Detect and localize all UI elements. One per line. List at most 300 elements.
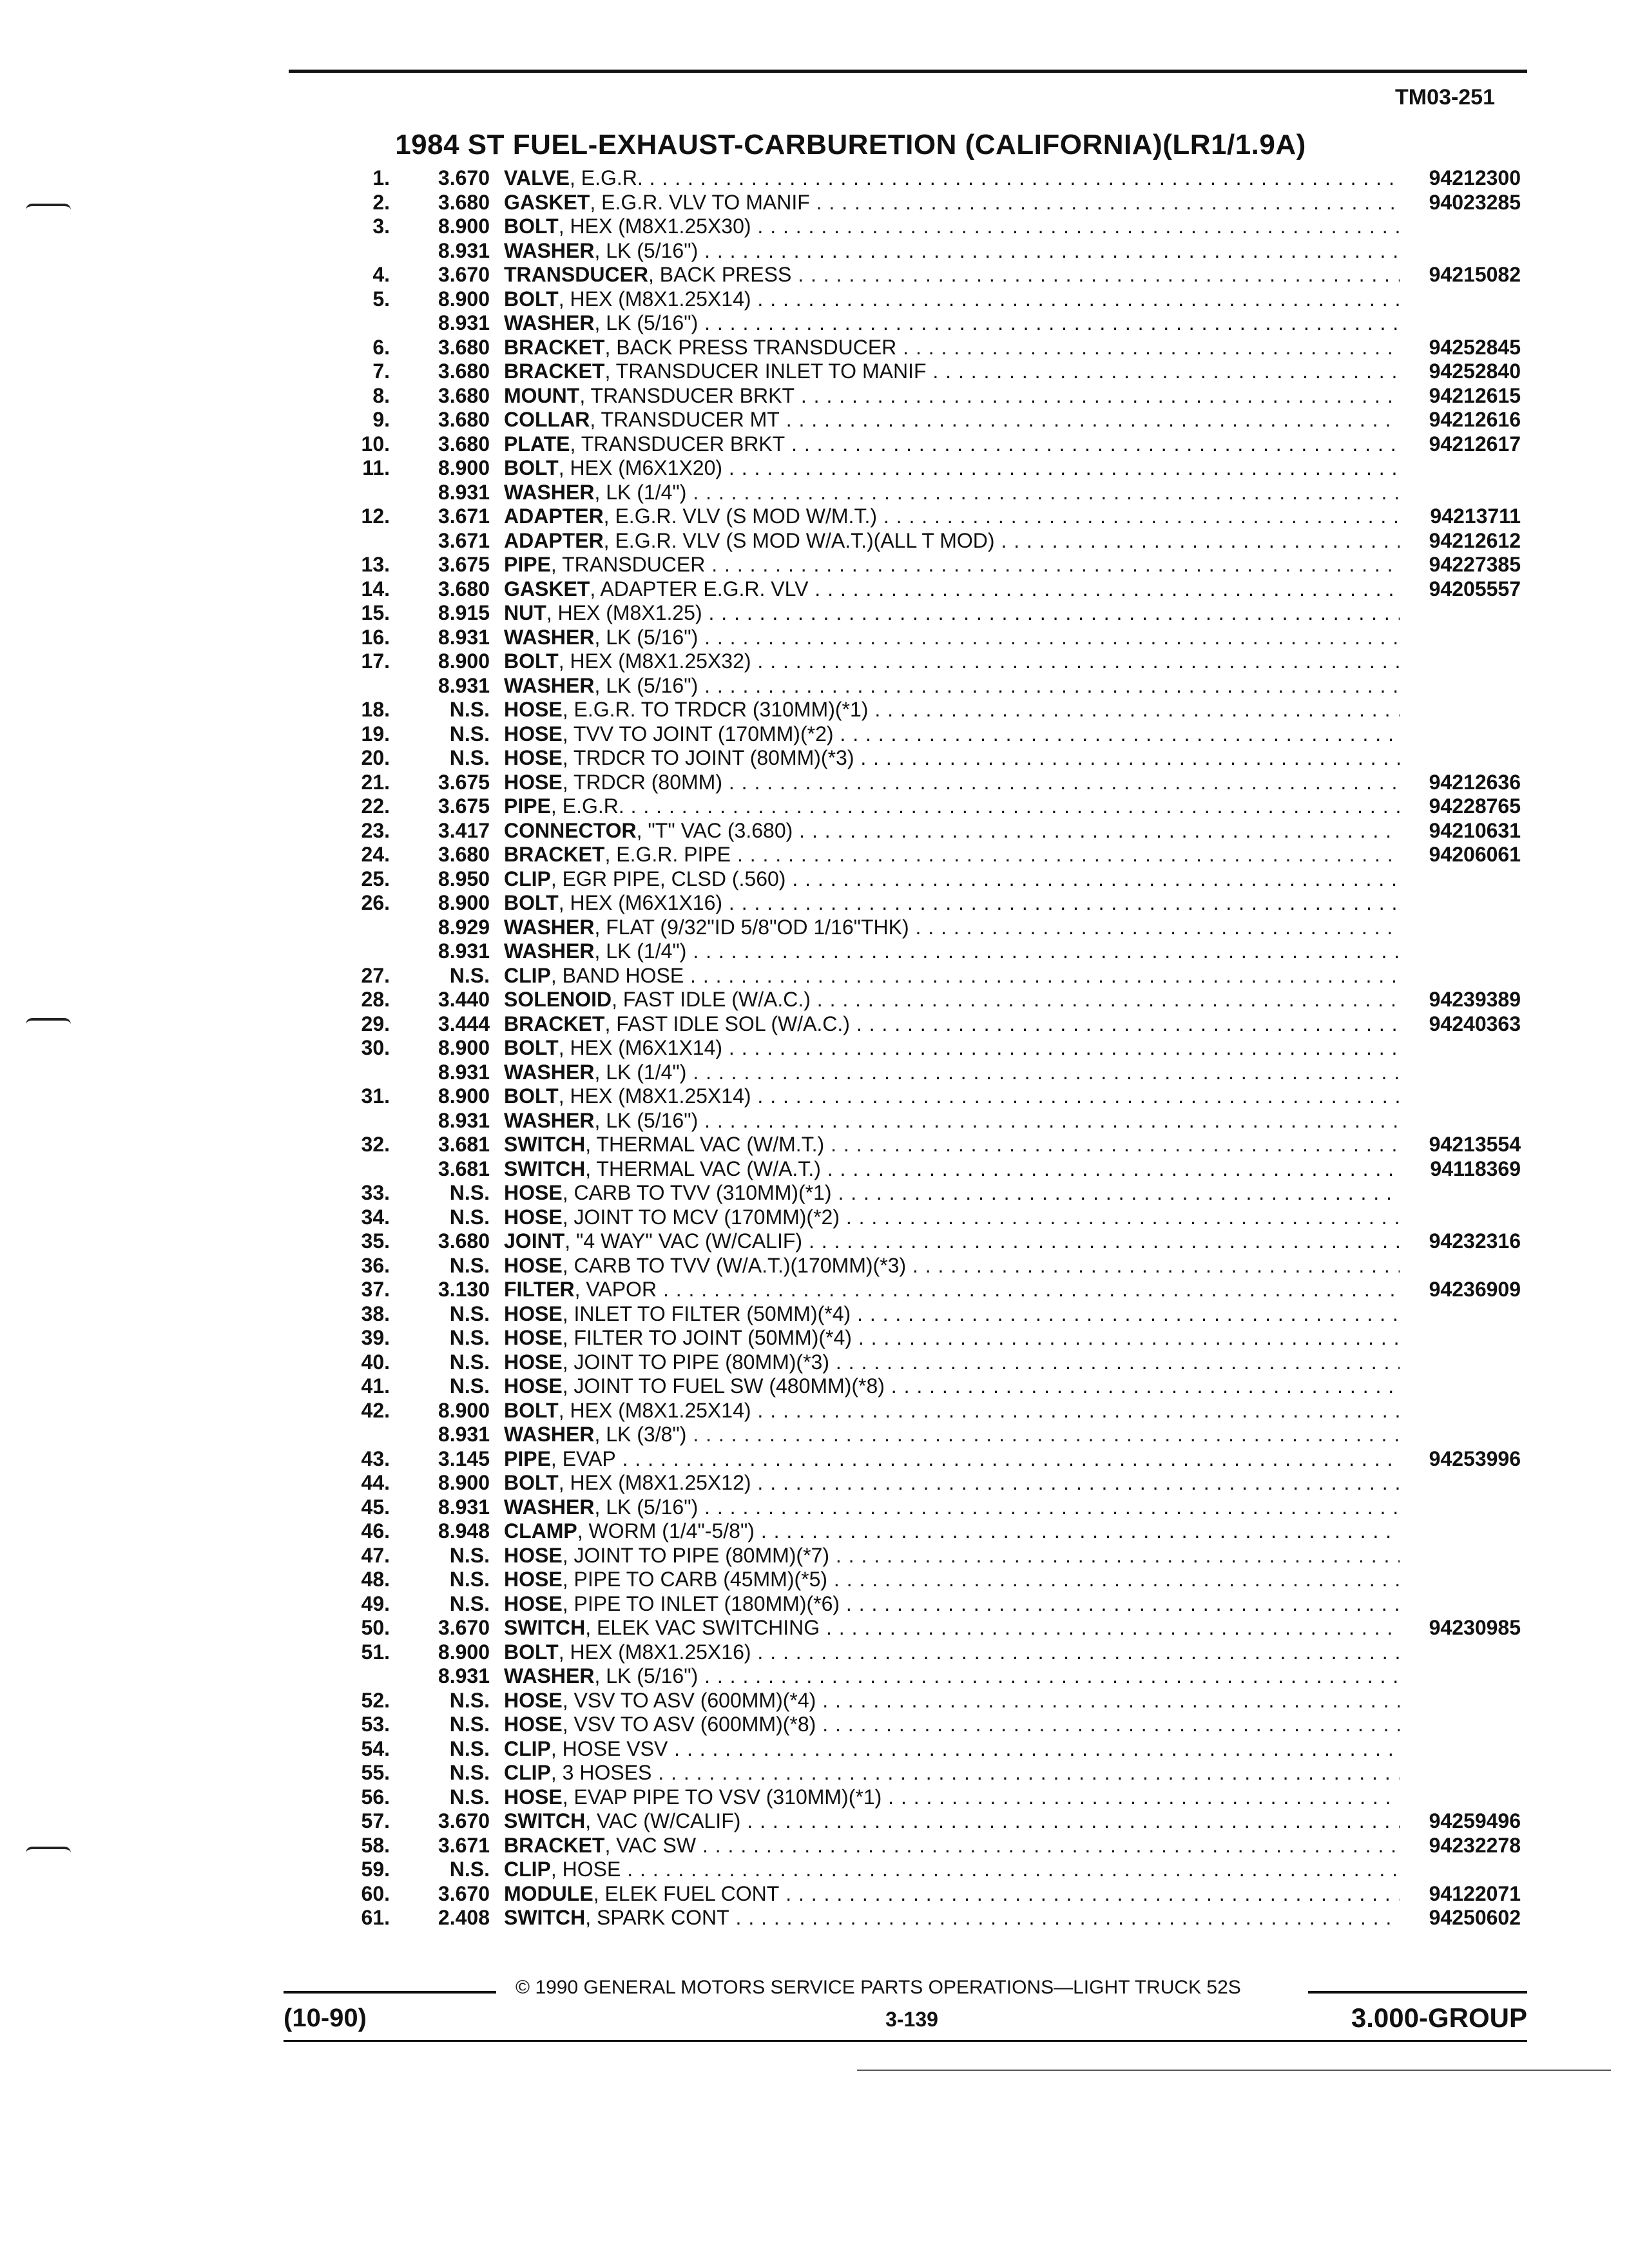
- part-detail: , HEX (M8X1.25): [546, 601, 702, 624]
- part-number: 94250602: [1429, 1906, 1521, 1929]
- part-description: [504, 239, 1400, 264]
- item-number: 24.: [361, 843, 390, 866]
- item-number: 28.: [361, 988, 390, 1011]
- part-description: [504, 1399, 1400, 1423]
- group-number: 3.681: [438, 1157, 490, 1180]
- group-number: N.S.: [449, 1302, 490, 1325]
- item-number: 56.: [361, 1785, 390, 1809]
- parts-row: [0, 408, 1629, 432]
- parts-row: [0, 1906, 1629, 1930]
- item-number: 44.: [361, 1471, 390, 1494]
- item-number: 46.: [361, 1519, 390, 1542]
- part-description: [504, 1471, 1400, 1495]
- part-name: HOSE: [504, 1713, 563, 1736]
- group-number: N.S.: [449, 1374, 490, 1398]
- group-number: 3.671: [438, 505, 490, 528]
- part-description: [504, 1229, 1400, 1254]
- item-number: 38.: [361, 1302, 390, 1325]
- part-name: BOLT: [504, 649, 559, 673]
- item-number: 30.: [361, 1036, 390, 1059]
- part-detail: , FAST IDLE (W/A.C.): [612, 988, 811, 1011]
- part-detail: , "T" VAC (3.680): [636, 818, 793, 842]
- parts-row: [0, 505, 1629, 529]
- part-name: CLIP: [504, 867, 551, 890]
- part-name: HOSE: [504, 1688, 563, 1712]
- group-number: 3.675: [438, 794, 490, 818]
- group-number: 8.900: [438, 891, 490, 914]
- parts-row: [0, 1640, 1629, 1665]
- group-number: 8.931: [438, 1664, 490, 1687]
- part-number: 94232316: [1429, 1229, 1521, 1253]
- part-name: GASKET: [504, 190, 590, 214]
- item-number: 52.: [361, 1688, 390, 1712]
- group-number: 8.931: [438, 625, 490, 649]
- item-number: 17.: [361, 649, 390, 673]
- parts-row: [0, 191, 1629, 215]
- parts-row: [0, 1423, 1629, 1447]
- part-description: [504, 674, 1400, 698]
- part-name: CLAMP: [504, 1519, 577, 1542]
- parts-row: [0, 1061, 1629, 1085]
- part-name: HOSE: [504, 1568, 563, 1591]
- part-name: WASHER: [504, 238, 595, 262]
- part-description: [504, 215, 1400, 239]
- document-code: TM03-251: [1395, 85, 1495, 110]
- part-detail: , HEX (M8X1.25X14): [558, 1084, 751, 1108]
- group-number: 3.130: [438, 1278, 490, 1301]
- part-detail: , ADAPTER E.G.R. VLV: [590, 577, 809, 601]
- part-name: WASHER: [504, 939, 595, 963]
- part-description: [504, 311, 1400, 336]
- part-description: [504, 819, 1400, 843]
- part-description: [504, 1423, 1400, 1447]
- group-number: 3.671: [438, 528, 490, 552]
- part-name: CLIP: [504, 1736, 551, 1760]
- group-number: N.S.: [449, 1543, 490, 1567]
- part-detail: , VSV TO ASV (600MM)(*8): [562, 1713, 816, 1736]
- part-description: [504, 794, 1400, 819]
- part-description: [504, 1689, 1400, 1713]
- part-description: [504, 891, 1400, 916]
- part-name: SWITCH: [504, 1133, 586, 1156]
- parts-row: [0, 1761, 1629, 1785]
- part-description: [504, 1206, 1400, 1230]
- part-name: HOSE: [504, 1350, 563, 1374]
- item-number: 60.: [361, 1881, 390, 1905]
- part-detail: , THERMAL VAC (W/A.T.): [585, 1157, 821, 1180]
- group-number: 3.675: [438, 553, 490, 576]
- part-name: PIPE: [504, 794, 551, 818]
- item-number: 48.: [361, 1568, 390, 1591]
- part-name: BRACKET: [504, 360, 605, 383]
- group-number: 8.900: [438, 1640, 490, 1664]
- parts-row: [0, 674, 1629, 698]
- parts-row: [0, 1858, 1629, 1882]
- part-description: [504, 529, 1400, 553]
- part-name: CLIP: [504, 1858, 551, 1881]
- parts-row: [0, 1012, 1629, 1037]
- item-number: 45.: [361, 1495, 390, 1519]
- part-detail: , HEX (M8X1.25X30): [558, 215, 751, 238]
- parts-row: [0, 311, 1629, 336]
- bottom-rule: [284, 2040, 1527, 2042]
- part-detail: , BACK PRESS TRANSDUCER: [604, 335, 897, 359]
- parts-row: [0, 1689, 1629, 1713]
- parts-row: [0, 553, 1629, 577]
- parts-row: [0, 287, 1629, 312]
- item-number: 34.: [361, 1205, 390, 1229]
- item-number: 36.: [361, 1253, 390, 1277]
- group-number: 8.931: [438, 480, 490, 504]
- parts-row: [0, 1713, 1629, 1737]
- parts-row: [0, 698, 1629, 722]
- part-detail: , VAC (W/CALIF): [585, 1809, 741, 1832]
- part-name: SOLENOID: [504, 988, 612, 1011]
- group-number: 3.670: [438, 1809, 490, 1832]
- page-title: 1984 ST FUEL-EXHAUST-CARBURETION (CALIFORNIA)(LR1/1.9A): [395, 129, 1306, 160]
- part-name: CLIP: [504, 1761, 551, 1784]
- parts-list: [0, 166, 1629, 1930]
- part-description: [504, 263, 1400, 287]
- part-number: 94252845: [1429, 335, 1521, 359]
- part-name: HOSE: [504, 1543, 563, 1567]
- parts-row: [0, 1834, 1629, 1858]
- parts-row: [0, 1206, 1629, 1230]
- group-number: 8.931: [438, 1495, 490, 1519]
- part-description: [504, 1616, 1400, 1640]
- part-detail: , EVAP PIPE TO VSV (310MM)(*1): [562, 1785, 882, 1809]
- part-detail: , HEX (M8X1.25X12): [558, 1471, 751, 1494]
- part-number: 94252840: [1429, 360, 1521, 383]
- group-number: 3.675: [438, 770, 490, 794]
- part-description: [504, 843, 1400, 867]
- part-detail: , TRDCR (80MM): [562, 770, 722, 794]
- part-name: ADAPTER: [504, 505, 604, 528]
- part-description: [504, 1133, 1400, 1157]
- parts-row: [0, 1399, 1629, 1423]
- part-detail: , PIPE TO CARB (45MM)(*5): [562, 1568, 828, 1591]
- parts-row: [0, 1084, 1629, 1109]
- part-number: 94230985: [1429, 1616, 1521, 1639]
- part-name: MOUNT: [504, 383, 580, 407]
- part-name: HOSE: [504, 1374, 563, 1398]
- part-description: [504, 1157, 1400, 1182]
- parts-row: [0, 529, 1629, 553]
- part-detail: , E.G.R. VLV TO MANIF: [590, 190, 810, 214]
- part-description: [504, 1519, 1400, 1544]
- part-description: [504, 432, 1400, 457]
- group-number: 8.900: [438, 1471, 490, 1494]
- part-number: 94212617: [1429, 432, 1521, 456]
- part-name: BOLT: [504, 1398, 559, 1422]
- group-number: N.S.: [449, 698, 490, 721]
- part-description: [504, 1834, 1400, 1858]
- part-description: [504, 577, 1400, 602]
- parts-row: [0, 626, 1629, 650]
- part-name: HOSE: [504, 1302, 563, 1325]
- group-number: N.S.: [449, 1761, 490, 1784]
- part-name: BRACKET: [504, 1833, 605, 1857]
- part-number: 94122071: [1429, 1881, 1521, 1905]
- part-detail: , E.G.R.: [569, 166, 643, 189]
- part-description: [504, 1906, 1400, 1930]
- part-name: BOLT: [504, 891, 559, 914]
- part-description: [504, 1012, 1400, 1037]
- parts-row: [0, 794, 1629, 819]
- group-number: 8.900: [438, 1036, 490, 1059]
- group-number: N.S.: [449, 1591, 490, 1615]
- parts-row: [0, 988, 1629, 1012]
- part-name: JOINT: [504, 1229, 565, 1253]
- parts-row: [0, 1568, 1629, 1592]
- part-name: MODULE: [504, 1881, 593, 1905]
- part-name: HOSE: [504, 746, 563, 769]
- group-number: 3.417: [438, 818, 490, 842]
- part-detail: , TVV TO JOINT (170MM)(*2): [562, 722, 834, 745]
- part-detail: , HOSE VSV: [550, 1736, 668, 1760]
- part-description: [504, 1640, 1400, 1665]
- part-number: 94227385: [1429, 553, 1521, 576]
- item-number: 12.: [361, 505, 390, 528]
- group-number: 8.929: [438, 915, 490, 939]
- part-detail: , VAC SW: [604, 1833, 697, 1857]
- part-detail: , JOINT TO MCV (170MM)(*2): [562, 1205, 840, 1229]
- group-number: N.S.: [449, 746, 490, 769]
- part-detail: , HEX (M6X1X16): [558, 891, 723, 914]
- item-number: 32.: [361, 1133, 390, 1156]
- part-description: [504, 1785, 1400, 1810]
- part-number: 94212615: [1429, 383, 1521, 407]
- top-rule: [289, 70, 1527, 73]
- part-description: [504, 1761, 1400, 1785]
- part-detail: , LK (3/8"): [594, 1423, 687, 1446]
- item-number: 59.: [361, 1858, 390, 1881]
- group-number: N.S.: [449, 722, 490, 745]
- part-name: PIPE: [504, 553, 551, 576]
- part-number: 94259496: [1429, 1809, 1521, 1832]
- parts-row: [0, 166, 1629, 191]
- part-description: [504, 1254, 1400, 1278]
- item-number: 21.: [361, 770, 390, 794]
- item-number: 50.: [361, 1616, 390, 1639]
- group-number: 3.670: [438, 1881, 490, 1905]
- part-description: [504, 626, 1400, 650]
- part-name: HOSE: [504, 1591, 563, 1615]
- part-detail: , SPARK CONT: [585, 1906, 729, 1929]
- part-number: 94212636: [1429, 770, 1521, 794]
- group-number: 8.900: [438, 1084, 490, 1108]
- part-detail: , TRANSDUCER BRKT: [579, 383, 795, 407]
- parts-row: [0, 1181, 1629, 1206]
- part-description: [504, 505, 1400, 529]
- group-number: N.S.: [449, 1181, 490, 1204]
- part-description: [504, 746, 1400, 771]
- part-detail: , LK (5/16"): [594, 1495, 699, 1519]
- parts-row: [0, 1133, 1629, 1157]
- part-detail: , HEX (M8X1.25X14): [558, 1398, 751, 1422]
- part-name: ADAPTER: [504, 528, 604, 552]
- part-description: [504, 287, 1400, 312]
- group-label: 3.000-GROUP: [1351, 2003, 1527, 2033]
- part-detail: , TRANSDUCER BRKT: [570, 432, 786, 456]
- part-detail: , LK (1/4"): [594, 939, 687, 963]
- item-number: 29.: [361, 1012, 390, 1035]
- part-detail: , TRANSDUCER: [550, 553, 706, 576]
- part-number: 94228765: [1429, 794, 1521, 818]
- part-number: 94118369: [1430, 1157, 1521, 1180]
- part-detail: , JOINT TO FUEL SW (480MM)(*8): [562, 1374, 885, 1398]
- part-detail: , EGR PIPE, CLSD (.560): [550, 867, 786, 890]
- part-detail: , THERMAL VAC (W/M.T.): [585, 1133, 825, 1156]
- part-detail: , HEX (M6X1X20): [558, 456, 723, 479]
- part-name: HOSE: [504, 1253, 563, 1277]
- item-number: 2.: [372, 190, 390, 214]
- part-detail: , E.G.R. PIPE: [604, 843, 731, 866]
- parts-row: [0, 239, 1629, 264]
- part-detail: , HEX (M8X1.25X16): [558, 1640, 751, 1664]
- item-number: 25.: [361, 867, 390, 890]
- part-detail: , LK (5/16"): [594, 673, 699, 697]
- part-name: PIPE: [504, 1446, 551, 1470]
- part-name: HOSE: [504, 1205, 563, 1229]
- item-number: 40.: [361, 1350, 390, 1374]
- item-number: 53.: [361, 1713, 390, 1736]
- part-name: SWITCH: [504, 1809, 586, 1832]
- group-number: 3.145: [438, 1446, 490, 1470]
- page-number: 3-139: [885, 2008, 938, 2031]
- parts-row: [0, 384, 1629, 408]
- part-detail: , E.G.R. VLV (S MOD W/A.T.)(ALL T MOD): [603, 528, 995, 552]
- part-name: HOSE: [504, 1181, 563, 1204]
- item-number: 22.: [361, 794, 390, 818]
- part-name: HOSE: [504, 1326, 563, 1349]
- parts-row: [0, 1544, 1629, 1568]
- group-number: N.S.: [449, 1858, 490, 1881]
- footer-rule-left: [284, 1991, 496, 1994]
- part-number: 94206061: [1429, 843, 1521, 866]
- group-number: 2.408: [438, 1906, 490, 1929]
- part-detail: , WORM (1/4"-5/8"): [577, 1519, 755, 1542]
- part-number: 94212612: [1429, 528, 1521, 552]
- item-number: 35.: [361, 1229, 390, 1253]
- part-detail: , FILTER TO JOINT (50MM)(*4): [562, 1326, 852, 1349]
- part-number: 94212616: [1429, 408, 1521, 431]
- item-number: 33.: [361, 1181, 390, 1204]
- part-detail: , E.G.R.: [550, 794, 624, 818]
- group-number: 3.670: [438, 166, 490, 189]
- parts-row: [0, 1302, 1629, 1327]
- parts-row: [0, 746, 1629, 771]
- parts-row: [0, 819, 1629, 843]
- parts-row: [0, 481, 1629, 505]
- part-description: [504, 698, 1400, 722]
- part-detail: , INLET TO FILTER (50MM)(*4): [562, 1302, 851, 1325]
- group-number: N.S.: [449, 1785, 490, 1809]
- part-description: [504, 1350, 1400, 1375]
- part-name: FILTER: [504, 1278, 575, 1301]
- part-name: GASKET: [504, 577, 590, 601]
- parts-row: [0, 1374, 1629, 1399]
- item-number: 9.: [372, 408, 390, 431]
- group-number: 3.670: [438, 1616, 490, 1639]
- part-name: HOSE: [504, 722, 563, 745]
- parts-row: [0, 1785, 1629, 1810]
- part-name: BOLT: [504, 1084, 559, 1108]
- item-number: 23.: [361, 818, 390, 842]
- part-description: [504, 1592, 1400, 1617]
- part-number: 94210631: [1429, 818, 1521, 842]
- part-number: 94239389: [1429, 988, 1521, 1011]
- group-number: 8.931: [438, 1060, 490, 1084]
- part-description: [504, 360, 1400, 384]
- part-detail: , LK (5/16"): [594, 1108, 699, 1132]
- part-name: BOLT: [504, 215, 559, 238]
- part-detail: , FAST IDLE SOL (W/A.C.): [604, 1012, 850, 1035]
- item-number: 58.: [361, 1833, 390, 1857]
- part-detail: , TRDCR TO JOINT (80MM)(*3): [562, 746, 854, 769]
- parts-row: [0, 215, 1629, 239]
- group-number: 3.444: [438, 1012, 490, 1035]
- group-number: 3.680: [438, 843, 490, 866]
- group-number: N.S.: [449, 1253, 490, 1277]
- group-number: 3.440: [438, 988, 490, 1011]
- parts-row: [0, 939, 1629, 964]
- parts-row: [0, 722, 1629, 747]
- group-number: 8.931: [438, 1108, 490, 1132]
- part-detail: , JOINT TO PIPE (80MM)(*3): [562, 1350, 829, 1374]
- part-detail: , E.G.R. VLV (S MOD W/M.T.): [603, 505, 877, 528]
- group-number: 3.680: [438, 1229, 490, 1253]
- item-number: 47.: [361, 1543, 390, 1567]
- part-description: [504, 1664, 1400, 1689]
- parts-row: [0, 1157, 1629, 1182]
- group-number: 3.680: [438, 360, 490, 383]
- item-number: 16.: [361, 625, 390, 649]
- part-number: 94205557: [1429, 577, 1521, 601]
- group-number: N.S.: [449, 1688, 490, 1712]
- part-description: [504, 1544, 1400, 1568]
- item-number: 43.: [361, 1446, 390, 1470]
- part-detail: , LK (1/4"): [594, 1060, 687, 1084]
- item-number: 14.: [361, 577, 390, 601]
- part-description: [504, 1374, 1400, 1399]
- part-description: [504, 1858, 1400, 1882]
- part-name: WASHER: [504, 1664, 595, 1687]
- parts-row: [0, 867, 1629, 892]
- part-detail: , LK (5/16"): [594, 1664, 699, 1687]
- parts-row: [0, 1326, 1629, 1350]
- part-detail: , HEX (M6X1X14): [558, 1036, 723, 1059]
- group-number: 3.680: [438, 383, 490, 407]
- group-number: 3.671: [438, 1833, 490, 1857]
- group-number: 8.931: [438, 673, 490, 697]
- part-description: [504, 166, 1400, 191]
- part-description: [504, 191, 1400, 215]
- item-number: 15.: [361, 601, 390, 624]
- part-name: BOLT: [504, 287, 559, 311]
- parts-row: [0, 1809, 1629, 1834]
- item-number: 13.: [361, 553, 390, 576]
- item-number: 31.: [361, 1084, 390, 1108]
- part-description: [504, 408, 1400, 432]
- part-name: WASHER: [504, 625, 595, 649]
- part-number: 94232278: [1429, 1833, 1521, 1857]
- part-description: [504, 481, 1400, 505]
- parts-row: [0, 1036, 1629, 1061]
- parts-row: [0, 336, 1629, 360]
- part-description: [504, 1447, 1400, 1472]
- part-description: [504, 1713, 1400, 1737]
